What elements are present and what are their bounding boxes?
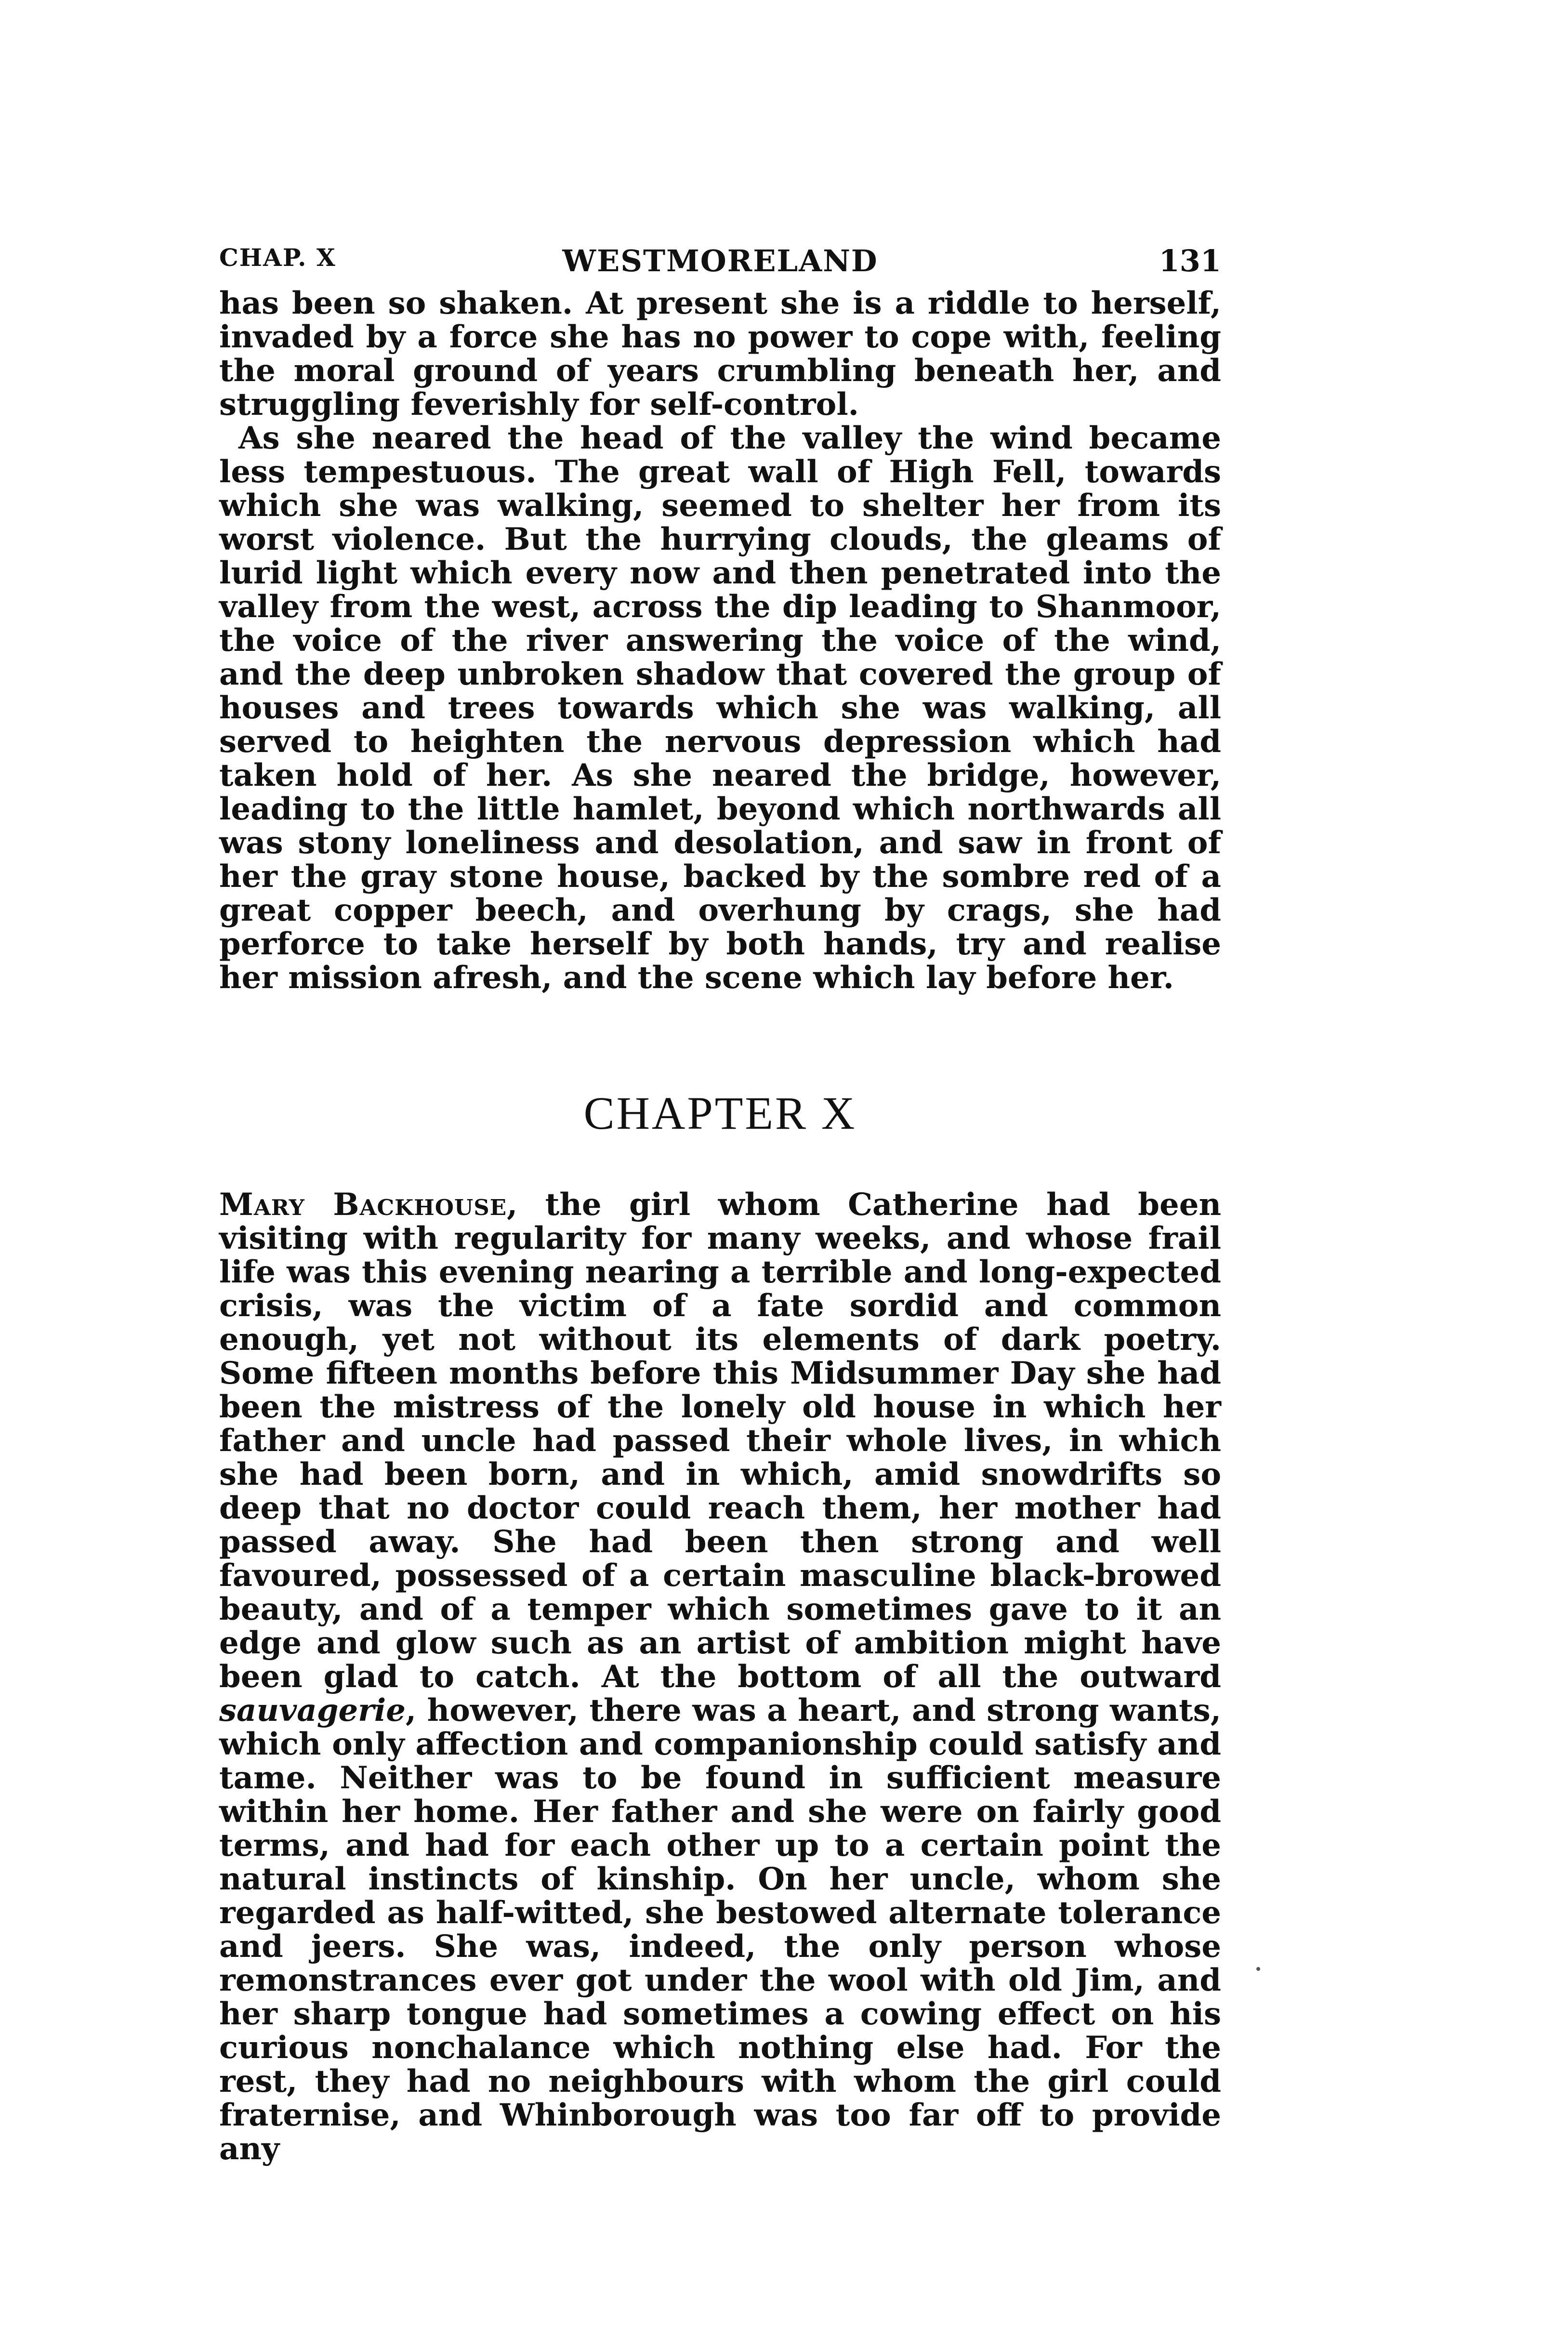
chapter-label: CHAP. X — [219, 243, 336, 272]
paragraph-continued: has been so shaken. At present she is a riddle to herself, invaded by a force she has no power to cope with, feeling the moral ground of years crumbling beneath her, and struggling feverishly for self-control. — [219, 285, 1221, 422]
paragraph-valley: As she neared the head of the valley the wind became less tempestuous. The great wall of High Fell, towards which she was walking, seemed to shelter her from its worst violence. But the hurrying clouds, the gleams of lurid light which every now and then penetrated into the valley from the west, across the dip leading to Shanmoor, the voice of the river answering the voice of the wind, and the deep unbroken shadow that covered the group of houses and trees towards which she was walking, all served to heighten the nervous depression which had taken hold of her. As she neared the bridge, however, leading to the little hamlet, beyond which northwards all was stony loneliness and desolation, and saw in front of her the gray stone house, backed by the sombre red of a great copper beech, and overhung by crags, she had perforce to take herself by both hands, try and realise her mission afresh, and the scene which lay before her. — [219, 420, 1221, 996]
lead-name: Mary Backhouse — [219, 1187, 507, 1223]
body-text-chapter — [219, 1188, 1221, 2166]
chapter-heading: CHAPTER X — [583, 1087, 857, 1139]
paragraph-part-2: , however, there was a heart, and strong wants, which only affection and companionship could satisfy and tame. Neither was to be found in sufficient measure within her home. Her father and she were on fairly good terms, and had for each other up to a certain point the natural instincts of kinship. On her uncle, whom she regarded as half-witted, she bestowed alternate tolerance and jeers. She was, indeed, the only person whose remonstrances ever got under the wool with old Jim, and her sharp tongue had sometimes a cowing effect on his curious nonchalance which nothing else had. For the rest, they had no neighbours with whom the girl could fraternise, and Whinborough was too far off to provide any — [219, 1692, 1221, 2167]
running-title: WESTMORELAND — [562, 243, 878, 278]
paragraph-chapter-opening — [219, 1188, 1221, 2166]
italic-word: sauvagerie — [219, 1692, 406, 1729]
page-number: 131 — [1159, 243, 1221, 278]
running-head — [219, 243, 1221, 287]
book-page — [219, 243, 1221, 2166]
body-text-top — [219, 287, 1221, 995]
stray-ink-mark — [1256, 1967, 1260, 1971]
paragraph-part-1: , the girl whom Catherine had been visiting with regularity for many weeks, and whose frail life was this evening nearing a terrible and long-expected crisis, was the victim of a fate sordid and common enough, yet not without its elements of dark poetry. Some fifteen months before this Midsummer Day she had been the mistress of the lonely old house in which her father and uncle had passed their whole lives, in which she had been born, and in which, amid snowdrifts so deep that no doctor could reach them, her mother had passed away. She had been then strong and well favoured, possessed of a certain masculine black-browed beauty, and of a temper which sometimes gave to it an edge and glow such as an artist of ambition might have been glad to catch. At the bottom of all the outward — [219, 1187, 1221, 1695]
